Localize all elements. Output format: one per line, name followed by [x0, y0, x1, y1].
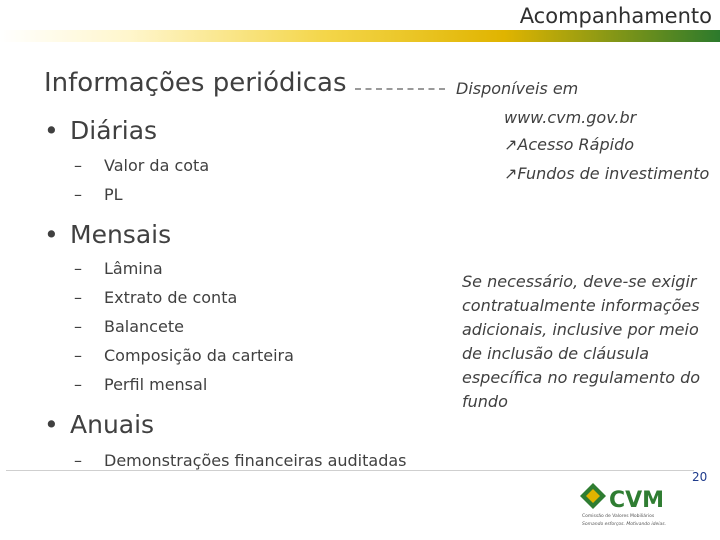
logo-text: CVM [609, 488, 665, 513]
section-label: Diárias [70, 116, 158, 145]
sub-item-label: PL [104, 185, 123, 204]
slide-title: Informações periódicas [44, 68, 347, 98]
sub-item: – PL [74, 185, 123, 204]
bullet-dot: • [44, 116, 59, 145]
sub-item-label: Perfil mensal [104, 375, 208, 394]
sub-item: – Extrato de conta [74, 288, 238, 307]
available-at: Disponíveis em [456, 79, 579, 98]
sub-item-label: Extrato de conta [104, 288, 238, 307]
sub-item: – Valor da cota [74, 156, 210, 175]
header-gradient-bar [0, 30, 720, 42]
bullet-mensais [44, 220, 171, 249]
funds-link[interactable] [504, 164, 709, 183]
cvm-logo [578, 479, 668, 529]
sub-item: – Balancete [74, 317, 184, 336]
bullet-dot: • [44, 410, 59, 439]
section-label: Anuais [70, 410, 155, 439]
bullet-anuais [44, 410, 154, 439]
header-title: Acompanhamento [519, 4, 712, 28]
sub-item-label: Demonstrações financeiras auditadas [104, 451, 407, 470]
sub-item: – Perfil mensal [74, 375, 208, 394]
section-label: Mensais [70, 220, 172, 249]
funds-label: Fundos de investimento [517, 164, 710, 183]
logo-tagline: Somando esforços. Motivando ideias. [582, 522, 666, 527]
dashed-connector [355, 88, 445, 90]
note-text: Se necessário, deve-se exigir contratualmente informações adicionais, inclusive por meio de inclusão de cláusula específica no regulamento do fundo [462, 272, 701, 411]
arrow-icon: ↗ [504, 164, 518, 183]
footer-divider [6, 470, 694, 471]
sub-item-label: Lâmina [104, 259, 163, 278]
sub-item-label: Valor da cota [104, 156, 210, 175]
sub-item: – Composição da carteira [74, 346, 294, 365]
quick-access-link[interactable] [504, 135, 634, 154]
page-number: 20 [692, 470, 708, 484]
bullet-dot: • [44, 220, 59, 249]
cvm-site-link[interactable]: www.cvm.gov.br [504, 108, 637, 127]
bullet-diarias [44, 116, 157, 145]
sub-item-label: Balancete [104, 317, 184, 336]
logo-subtitle: Comissão de Valores Mobiliários [582, 514, 655, 519]
sub-item: – Lâmina [74, 259, 163, 278]
arrow-icon: ↗ [504, 135, 518, 154]
sub-item-label: Composição da carteira [104, 346, 294, 365]
quick-access-label: Acesso Rápido [517, 135, 635, 154]
sub-item: – Demonstrações financeiras auditadas [74, 451, 407, 470]
